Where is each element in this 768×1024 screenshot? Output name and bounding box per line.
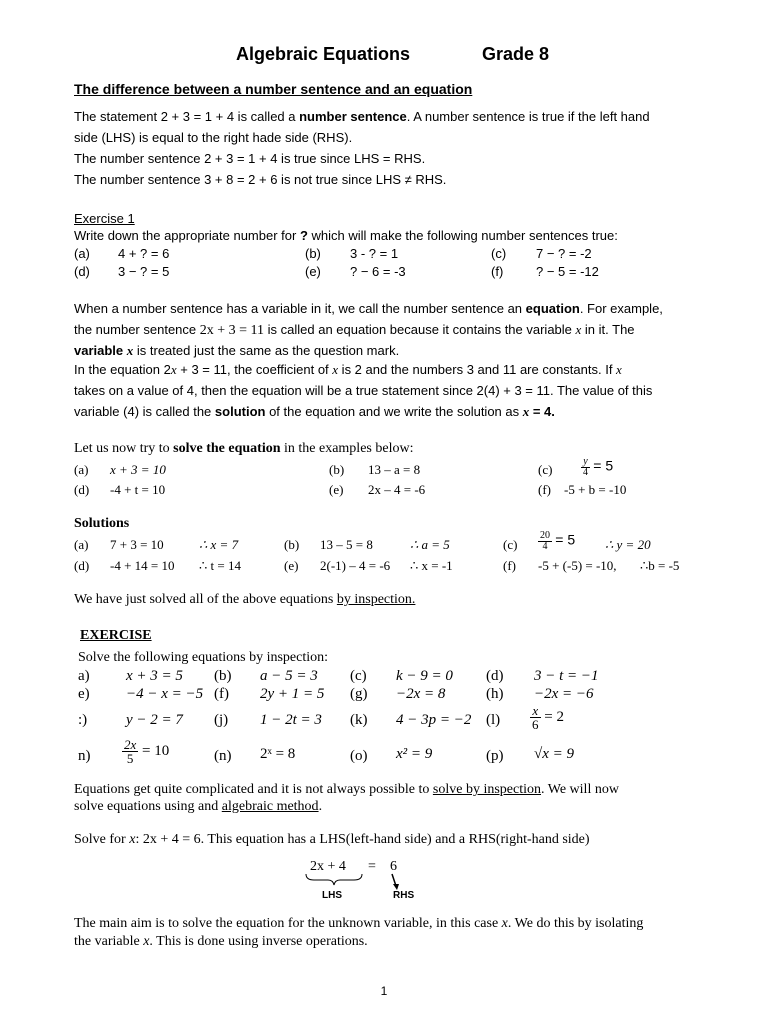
exercise1-item: (d) bbox=[74, 264, 90, 279]
example-expr: -4 + t = 10 bbox=[110, 482, 166, 497]
fraction-rhs: = 5 bbox=[593, 457, 614, 474]
exercise2-expr: y − 2 = 7 bbox=[126, 712, 183, 728]
bold-term: variable bbox=[74, 343, 127, 358]
intro-text: . A number sentence is true if the left hand bbox=[406, 109, 650, 124]
example-label: (a) bbox=[74, 462, 89, 477]
solution-answer: ∴ y = 20 bbox=[605, 537, 651, 552]
exercise1-expr: 3 - ? = 1 bbox=[350, 246, 399, 261]
exercise2-label: (g) bbox=[350, 686, 368, 702]
para-text: Solve for bbox=[74, 832, 130, 847]
intro-line-4: The number sentence 3 + 8 = 2 + 6 is not true since LHS ≠ RHS. bbox=[74, 172, 447, 187]
exercise2-label: (f) bbox=[214, 686, 229, 702]
solution-answer: ∴b = -5 bbox=[640, 558, 680, 573]
solution-label: (e) bbox=[284, 558, 299, 573]
equation-line-1 bbox=[74, 301, 663, 316]
para-text: . We will now bbox=[541, 782, 619, 797]
exercise2-label: (d) bbox=[486, 668, 504, 684]
equation-line-5: takes on a value of 4, then the equation will be a true statement since 2(4) + 3 = 11. The value of this bbox=[74, 383, 653, 398]
exercise2-label: (l) bbox=[486, 712, 501, 728]
exercise1-expr: ? − 6 = -3 bbox=[350, 264, 406, 279]
exercise2-label: n) bbox=[78, 748, 91, 764]
page-number: 1 bbox=[380, 984, 388, 998]
diagram-lhs-label: LHS bbox=[322, 890, 342, 901]
bold-term: solution bbox=[214, 404, 266, 419]
solution-value: = 4. bbox=[529, 404, 555, 419]
equation-line-3 bbox=[74, 343, 399, 359]
complicated-line-1 bbox=[74, 782, 619, 798]
inspection-line bbox=[74, 592, 415, 608]
variable-x: x bbox=[129, 832, 136, 847]
diagram-equals: = bbox=[368, 859, 376, 874]
exercise2-expr: k − 9 = 0 bbox=[396, 668, 453, 684]
intro-text: The statement 2 + 3 = 1 + 4 is called a bbox=[74, 109, 300, 124]
question-mark: ? bbox=[299, 228, 308, 243]
variable-x: x bbox=[170, 362, 177, 377]
example-fraction bbox=[581, 457, 613, 478]
exercise2-expr: 2y + 1 = 5 bbox=[260, 686, 325, 702]
exercise2-expr: 2ˣ = 8 bbox=[260, 746, 296, 762]
example-expr: 2x – 4 = -6 bbox=[368, 482, 426, 497]
para-text: of the equation and we write the solution as bbox=[265, 404, 523, 419]
para-text: Equations get quite complicated and it is not always possible to bbox=[74, 782, 433, 797]
instruction-text: which will make the following number sentences true: bbox=[307, 228, 618, 243]
example-label: (c) bbox=[538, 462, 553, 477]
para-text: In the equation 2 bbox=[74, 362, 171, 377]
para-text: We have just solved all of the above equations bbox=[74, 592, 337, 607]
equation-line-2 bbox=[74, 322, 635, 339]
exercise1-item bbox=[74, 246, 90, 261]
exercise2-expr: 3 − t = −1 bbox=[534, 668, 599, 684]
main-aim-line-2 bbox=[74, 934, 368, 950]
solutions-heading: Solutions bbox=[74, 516, 130, 531]
solution-label: (d) bbox=[74, 558, 90, 573]
exercise2-expr: −4 − x = −5 bbox=[126, 686, 204, 702]
fraction-rhs: = 10 bbox=[142, 742, 170, 759]
exercise2-label: (h) bbox=[486, 686, 504, 702]
brace-and-arrow-icon bbox=[300, 872, 410, 892]
instruction-text: Write down the appropriate number for bbox=[74, 228, 300, 243]
fraction-rhs: = 2 bbox=[544, 708, 564, 725]
example-label: (e) bbox=[329, 482, 344, 497]
exercise2-label: (k) bbox=[350, 712, 368, 728]
para-text: . bbox=[318, 799, 323, 814]
exercise2-expr: −2x = −6 bbox=[534, 686, 594, 702]
bold-term: solve the equation bbox=[173, 441, 281, 456]
exercise2-heading: EXERCISE bbox=[80, 628, 152, 643]
variable-x: x bbox=[143, 934, 150, 949]
solution-answer: ∴ x = -1 bbox=[410, 558, 453, 573]
variable-x: x bbox=[501, 916, 508, 931]
para-text: . This is done using inverse operations. bbox=[149, 934, 368, 949]
diagram-rhs-expr: 6 bbox=[390, 859, 397, 874]
fraction-numerator: x bbox=[530, 704, 541, 718]
para-text: . We do this by isolating bbox=[507, 916, 644, 931]
exercise2-label: (c) bbox=[350, 668, 367, 684]
exercise2-label: (n) bbox=[214, 748, 232, 764]
section-heading: The difference between a number sentence and an equation bbox=[74, 81, 473, 97]
fraction-rhs: = 5 bbox=[555, 531, 576, 548]
example-expr: 13 – a = 8 bbox=[368, 462, 421, 477]
exercise2-expr: 4 − 3p = −2 bbox=[396, 712, 472, 728]
fraction-numerator: y bbox=[581, 457, 590, 468]
solution-work: -5 + (-5) = -10, bbox=[538, 558, 617, 573]
underlined-term: solve by inspection bbox=[432, 782, 541, 797]
underlined-term: by inspection. bbox=[336, 592, 416, 607]
grade-label: Grade 8 bbox=[482, 44, 550, 64]
variable-x: x bbox=[522, 404, 530, 419]
exercise2-expr: x + 3 = 5 bbox=[126, 668, 183, 684]
para-text: in it. The bbox=[581, 322, 635, 337]
exercise1-expr: 4 + ? = 6 bbox=[118, 246, 170, 261]
exercise2-expr: 1 − 2t = 3 bbox=[260, 712, 322, 728]
solution-work: -4 + 14 = 10 bbox=[110, 558, 175, 573]
fraction-numerator: 2x bbox=[124, 737, 137, 752]
solution-label: (c) bbox=[503, 537, 518, 552]
exercise1-item: (c) bbox=[491, 246, 507, 261]
exercise2-expr: a − 5 = 3 bbox=[260, 668, 318, 684]
fraction-denominator: 4 bbox=[583, 467, 588, 478]
examples-intro bbox=[74, 441, 413, 457]
exercise1-instruction bbox=[74, 228, 618, 243]
exercise2-fraction bbox=[530, 704, 564, 731]
para-text: is 2 and the numbers 3 and 11 are constants. If bbox=[338, 362, 617, 377]
fraction-numerator: 20 bbox=[540, 530, 550, 541]
exercise1-item: (b) bbox=[305, 246, 321, 261]
example-label: (d) bbox=[74, 482, 90, 497]
intro-line-3: The number sentence 2 + 3 = 1 + 4 is true since LHS = RHS. bbox=[74, 151, 426, 166]
exercise1-item: (f) bbox=[491, 264, 504, 279]
para-text: The main aim is to solve the equation for the unknown variable, in this case bbox=[74, 916, 502, 931]
complicated-line-2 bbox=[74, 799, 322, 815]
exercise2-expr: −2x = 8 bbox=[396, 686, 446, 702]
exercise2-label: e) bbox=[78, 686, 90, 702]
intro-line-1 bbox=[74, 109, 650, 124]
exercise1-item: (e) bbox=[305, 264, 321, 279]
para-text: solve equations using and bbox=[74, 799, 222, 814]
exercise2-block bbox=[74, 624, 599, 772]
para-text: the number sentence bbox=[74, 322, 200, 337]
example-expr: x + 3 = 10 bbox=[110, 462, 166, 477]
diagram-lhs-expr: 2x + 4 bbox=[310, 859, 346, 874]
para-text: : 2x + 4 = 6. This equation has a LHS(left-hand side) and a RHS(right-hand side) bbox=[135, 832, 590, 847]
fraction-denominator: 5 bbox=[126, 751, 134, 766]
para-text: in the examples below: bbox=[280, 441, 414, 456]
para-text: the variable bbox=[74, 934, 144, 949]
page-title: Algebraic Equations bbox=[236, 44, 411, 64]
para-text: variable (4) is called the bbox=[74, 404, 215, 419]
exercise2-expr: x² = 9 bbox=[396, 746, 433, 762]
solution-answer: ∴ t = 14 bbox=[199, 558, 241, 573]
example-expr: -5 + b = -10 bbox=[564, 482, 627, 497]
para-text: . For example, bbox=[579, 301, 663, 316]
example-label: (b) bbox=[329, 462, 345, 477]
exercise2-fraction bbox=[122, 738, 169, 765]
para-text: is treated just the same as the question mark. bbox=[133, 343, 400, 358]
exercise1-heading: Exercise 1 bbox=[74, 211, 135, 226]
solution-work: 2(-1) – 4 = -6 bbox=[320, 558, 391, 573]
underlined-term: algebraic method bbox=[221, 799, 319, 814]
equation-expr: 2x + 3 = 11 bbox=[199, 323, 265, 338]
para-text: Let us now try to bbox=[74, 441, 174, 456]
solution-work: 13 – 5 = 8 bbox=[320, 537, 373, 552]
solution-fraction bbox=[538, 531, 575, 552]
solution-work: 7 + 3 = 10 bbox=[110, 537, 164, 552]
exercise2-expr: √x = 9 bbox=[534, 746, 575, 762]
solution-answer: ∴ x = 7 bbox=[199, 537, 239, 552]
intro-bold-term: number sentence bbox=[299, 109, 407, 124]
main-aim-line-1 bbox=[74, 916, 643, 932]
exercise2-label: a) bbox=[78, 668, 90, 684]
fraction-denominator: 6 bbox=[532, 717, 539, 732]
solution-label: (b) bbox=[284, 537, 300, 552]
para-text: When a number sentence has a variable in it, we call the number sentence an bbox=[74, 301, 526, 316]
solution-label: (f) bbox=[503, 558, 516, 573]
fraction-denominator: 4 bbox=[542, 541, 548, 552]
para-text: is called an equation because it contains the variable bbox=[264, 322, 576, 337]
equation-line-6 bbox=[74, 404, 555, 420]
exercise2-label: (o) bbox=[350, 748, 368, 764]
variable-x: x bbox=[575, 322, 582, 337]
exercise2-label: (b) bbox=[214, 668, 232, 684]
exercise1-expr: 7 − ? = -2 bbox=[536, 246, 592, 261]
para-text: + 3 = 11, the coefficient of bbox=[176, 362, 333, 377]
diagram-rhs-label: RHS bbox=[393, 890, 415, 901]
variable-x: x bbox=[332, 362, 339, 377]
bold-term: equation bbox=[525, 301, 580, 316]
exercise2-label: (p) bbox=[486, 748, 504, 764]
intro-line-2: side (LHS) is equal to the right hade side (RHS). bbox=[74, 130, 353, 145]
exercise2-instruction: Solve the following equations by inspection: bbox=[78, 650, 329, 665]
variable-x: x bbox=[616, 362, 622, 377]
exercise2-label: :) bbox=[78, 712, 88, 728]
exercise1-expr: 3 − ? = 5 bbox=[118, 264, 170, 279]
solution-answer: ∴ a = 5 bbox=[410, 537, 450, 552]
example-label: (f) bbox=[538, 482, 551, 497]
exercise1-expr: ? − 5 = -12 bbox=[536, 264, 599, 279]
variable-x: x bbox=[126, 343, 134, 358]
exercise2-label: (j) bbox=[214, 712, 229, 728]
solve-for-line bbox=[74, 832, 590, 848]
solution-label: (a) bbox=[74, 537, 89, 552]
item-label: (a) bbox=[74, 246, 90, 261]
equation-line-4 bbox=[74, 362, 622, 378]
